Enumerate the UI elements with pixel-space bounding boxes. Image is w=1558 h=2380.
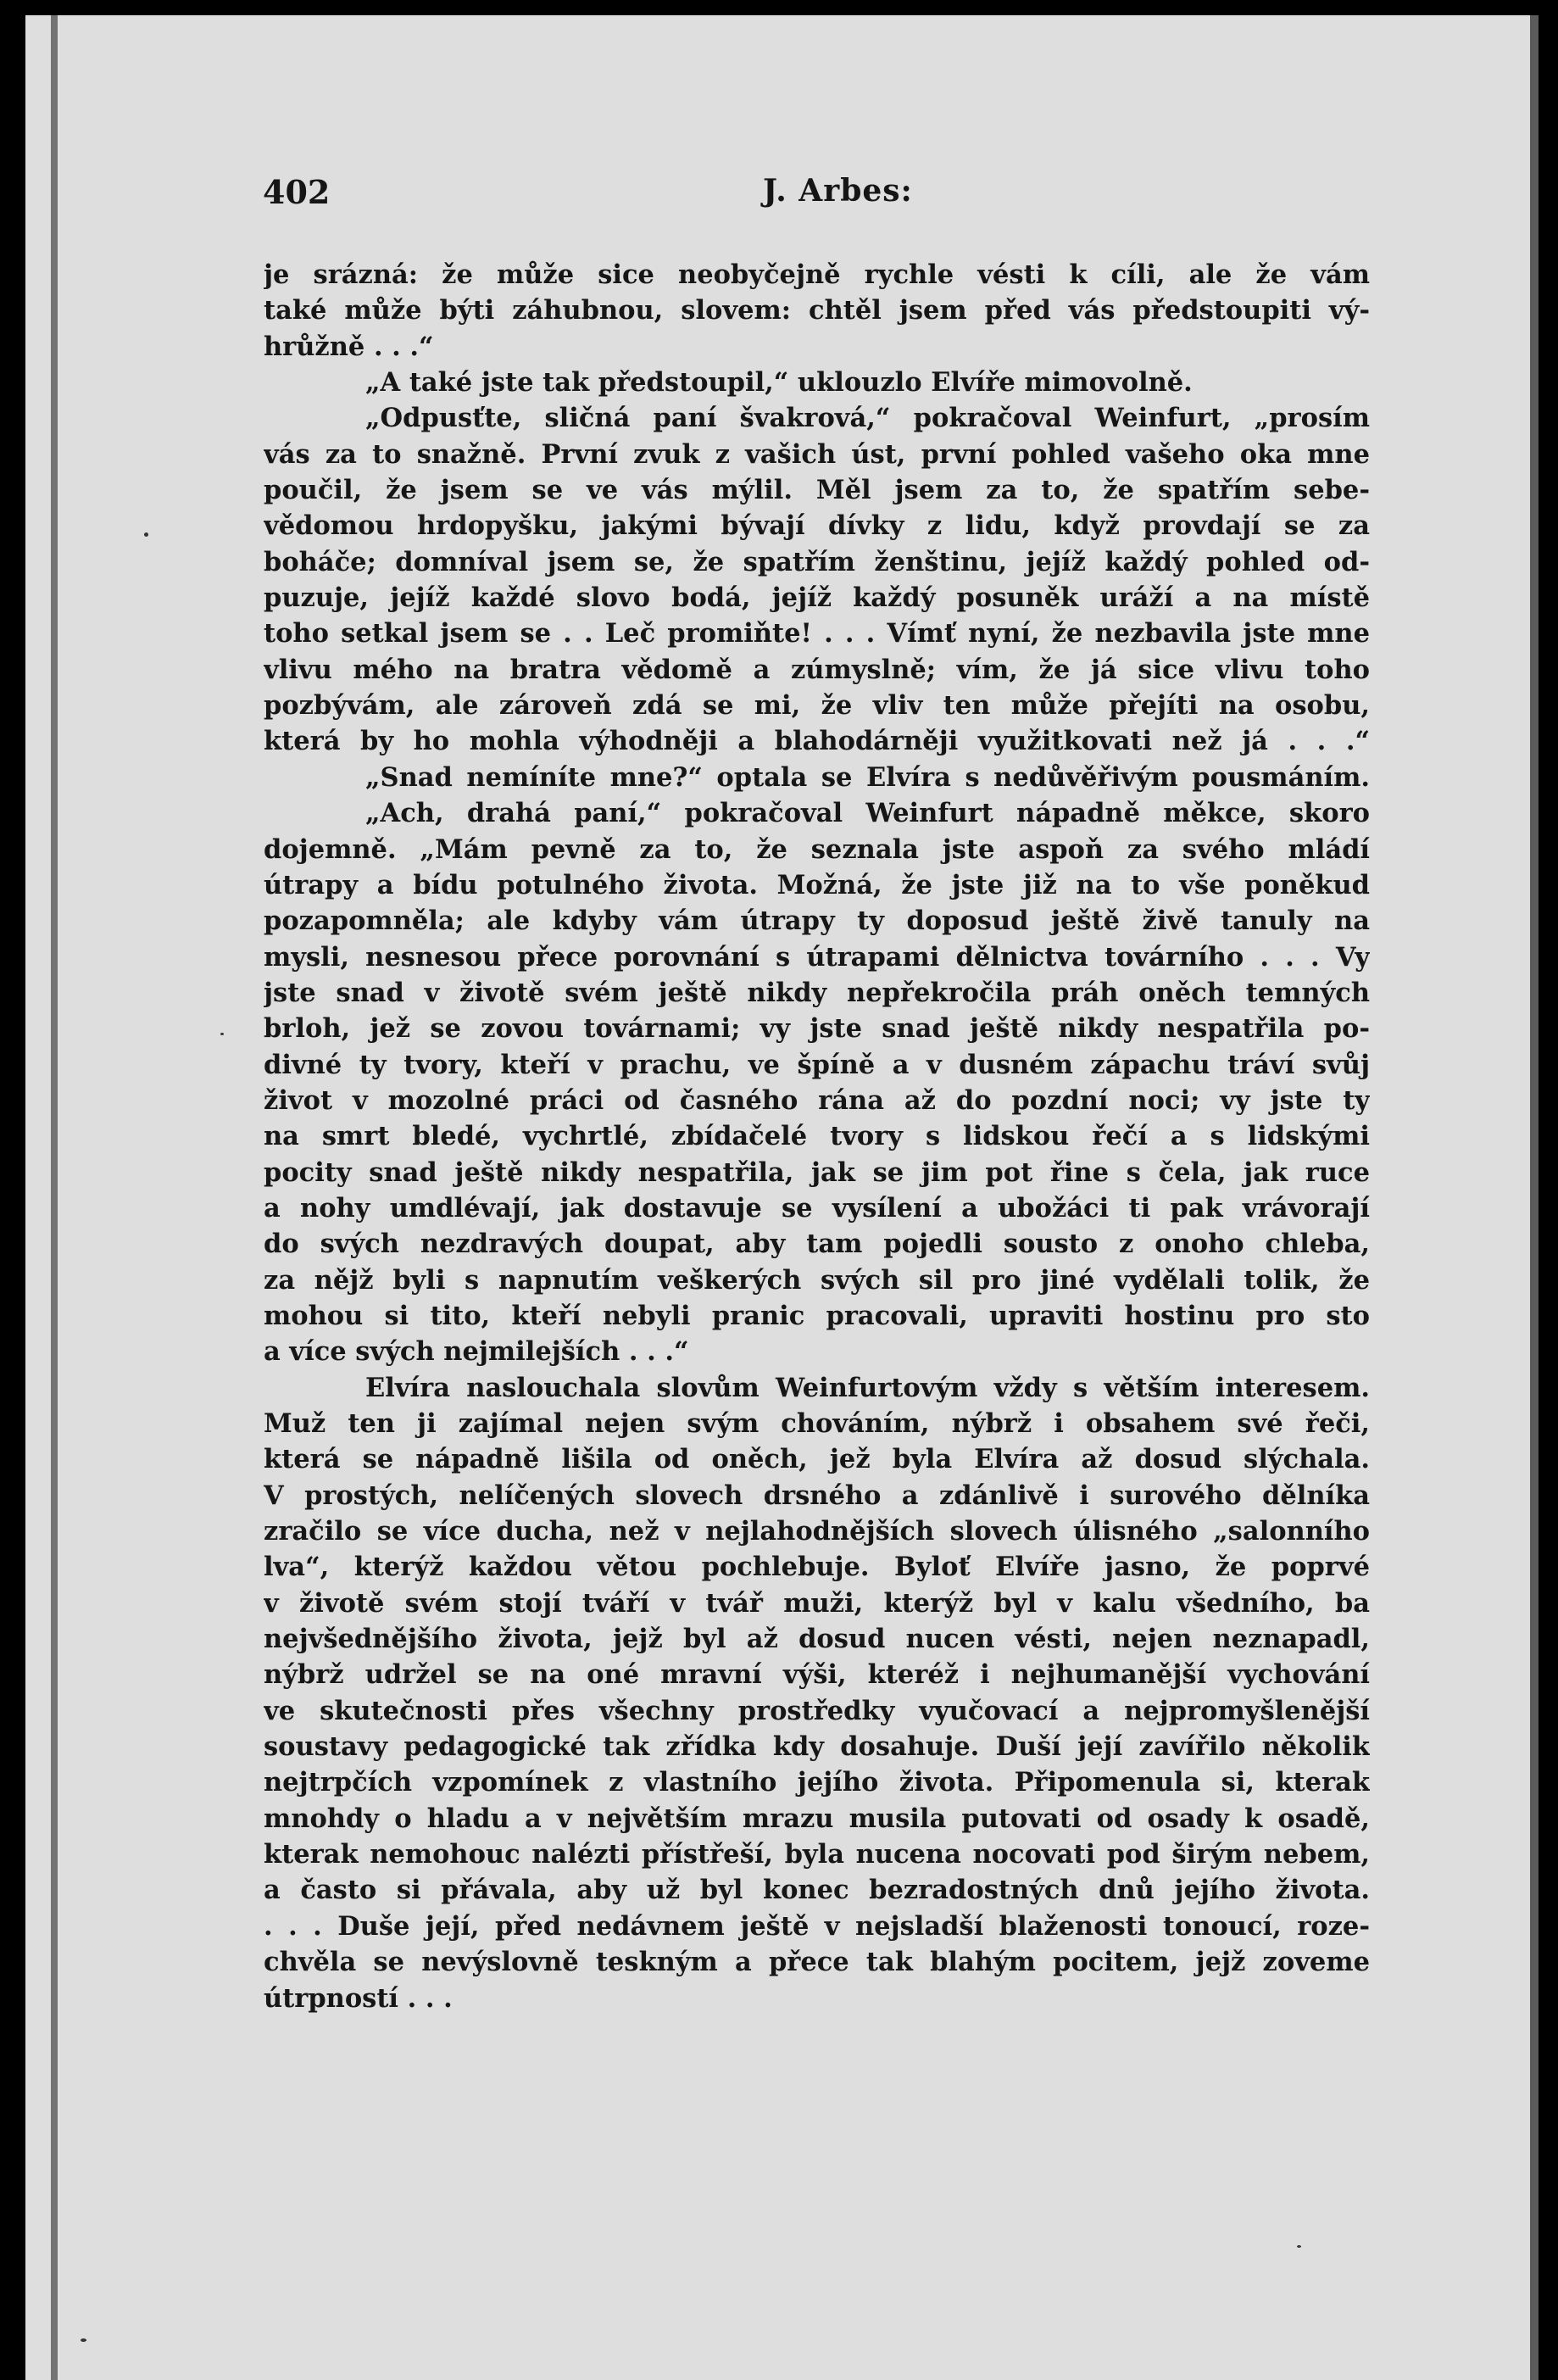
text-line: „Odpusťte, sličná paní švakrová,“ pokračoval Weinfurt, „prosím bbox=[365, 403, 1370, 434]
paper-speck bbox=[144, 532, 148, 537]
text-line: za nějž byli s napnutím veškerých svých sil pro jiné vydělali tolik, že bbox=[264, 1264, 1370, 1296]
text-line: mnohdy o hladu a v největším mrazu musila putovati od osady k osadě, bbox=[264, 1803, 1370, 1834]
text-line: jste snad v životě svém ještě nikdy nepřekročila práh oněch temných bbox=[264, 977, 1370, 1008]
text-line: která se nápadně lišila od oněch, jež byla Elvíra až dosud slýchala. bbox=[264, 1444, 1370, 1475]
text-line: „A také jste tak předstoupil,“ uklouzlo Elvíře mimovolně. bbox=[365, 367, 1193, 399]
page-header bbox=[263, 173, 1369, 224]
text-line: Elvíra naslouchala slovům Weinfurtovým vždy s větším interesem. bbox=[365, 1372, 1370, 1403]
text-line: pozapomněla; ale kdyby vám útrapy ty doposud ještě živě tanuly na bbox=[264, 906, 1370, 937]
book-page bbox=[25, 15, 1539, 2380]
text-line: lva“, kterýž každou větou pochlebuje. Byloť Elvíře jasno, že poprvé bbox=[264, 1552, 1370, 1583]
text-line: útrapy a bídu potulného života. Možná, že jste již na to vše poněkud bbox=[264, 869, 1370, 900]
paper-speck bbox=[81, 2338, 86, 2342]
text-line: ve skutečnosti přes všechny prostředky vyučovací a nejpromyšlenější bbox=[264, 1695, 1370, 1726]
text-line: dojemně. „Mám pevně za to, že seznala jste aspoň za svého mládí bbox=[264, 833, 1370, 865]
text-line: „Snad nemíníte mne?“ optala se Elvíra s nedůvěřivým pousmáním. bbox=[365, 761, 1370, 793]
text-line: V prostých, nelíčených slovech drsného a zdánlivě i surového dělníka bbox=[264, 1480, 1370, 1511]
page-right-edge bbox=[1530, 15, 1539, 2380]
text-line: brloh, jež se zovou továrnami; vy jste snad ještě nikdy nespatřila po- bbox=[264, 1013, 1370, 1045]
text-line: nejtrpčích vzpomínek z vlastního jejího života. Připomenula si, kterak bbox=[264, 1767, 1370, 1798]
text-line: pocity snad ještě nikdy nespatřila, jak se jim pot řine s čela, jak ruce bbox=[264, 1157, 1370, 1188]
text-line: chvěla se nevýslovně teskným a přece tak blahým pocitem, jejž zoveme bbox=[264, 1947, 1370, 1978]
text-line: soustavy pedagogické tak zřídka kdy dosahuje. Duší její zavířilo několik bbox=[264, 1731, 1370, 1763]
text-line: pozbývám, ale zároveň zdá se mi, že vliv ten může přejíti na osobu, bbox=[264, 690, 1370, 722]
text-line: vědomou hrdopyšku, jakými bývají dívky z lidu, když provdají se za bbox=[264, 510, 1370, 542]
text-line: a nohy umdlévají, jak dostavuje se vysílení a ubožáci ti pak vrávorají bbox=[264, 1192, 1370, 1223]
text-line: je srázná: že může sice neobyčejně rychle vésti k cíli, ale že vám bbox=[264, 259, 1370, 290]
text-line: Muž ten ji zajímal nejen svým chováním, nýbrž i obsahem své řeči, bbox=[264, 1408, 1370, 1439]
text-line: „Ach, drahá paní,“ pokračoval Weinfurt nápadně měkce, skoro bbox=[365, 798, 1370, 829]
text-line: nýbrž udržel se na oné mravní výši, kteréž i nejhumanější vychování bbox=[264, 1659, 1370, 1691]
text-line: kterak nemohouc nalézti přístřeší, byla nucena nocovati pod širým nebem, bbox=[264, 1839, 1370, 1870]
running-head: J. Arbes: bbox=[763, 173, 913, 209]
text-line: toho setkal jsem se . . Leč promiňte! . . . Vímť nyní, že nezbavila jste mne bbox=[264, 618, 1370, 649]
text-line: a více svých nejmilejších . . .“ bbox=[264, 1336, 689, 1368]
text-line: vás za to snažně. První zvuk z vašich úst, první pohled vašeho oka mne bbox=[264, 438, 1370, 470]
text-line: v životě svém stojí tváří v tvář muži, kterýž byl v kalu všedního, ba bbox=[264, 1587, 1370, 1619]
text-line: hrůžně . . .“ bbox=[264, 331, 434, 362]
text-line: zračilo se více ducha, než v nejlahodnějších slovech úlisného „salonního bbox=[264, 1516, 1370, 1547]
text-line: vlivu mého na bratra vědomě a zúmyslně; vím, že já sice vlivu toho bbox=[264, 654, 1370, 685]
text-line: také může býti záhubnou, slovem: chtěl jsem před vás předstoupiti vý- bbox=[264, 295, 1370, 326]
text-line: útrpností . . . bbox=[264, 1982, 453, 2014]
text-line: mohou si tito, kteří nebyli pranic pracovali, upraviti hostinu pro sto bbox=[264, 1300, 1370, 1331]
text-line: puzuje, jejíž každé slovo bodá, jejíž každý posuněk uráží a na místě bbox=[264, 582, 1370, 614]
text-line: a často si přávala, aby už byl konec bezradostných dnů jejího života. bbox=[264, 1875, 1370, 1906]
text-line: poučil, že jsem se ve vás mýlil. Měl jsem za to, že spatřím sebe- bbox=[264, 475, 1370, 506]
text-line: která by ho mohla výhodněji a blahodárněji využitkovati než já . . .“ bbox=[264, 726, 1370, 757]
page-left-shadow bbox=[51, 15, 58, 2380]
text-line: divné ty tvory, kteří v prachu, ve špíně a v dusném zápachu tráví svůj bbox=[264, 1049, 1370, 1080]
paper-speck bbox=[1297, 2245, 1301, 2248]
text-line: . . . Duše její, před nedávnem ještě v nejsladší blaženosti tonoucí, roze- bbox=[264, 1910, 1370, 1942]
text-line: nejvšednějšího života, jejž byl až dosud nucen vésti, nejen neznapadl, bbox=[264, 1624, 1370, 1655]
text-line: na smrt bledé, vychrtlé, zbídačelé tvory s lidskou řečí a s lidskými bbox=[264, 1121, 1370, 1152]
paper-speck bbox=[220, 1033, 224, 1035]
text-line: boháče; domníval jsem se, že spatřím ženštinu, jejíž každý pohled od- bbox=[264, 546, 1370, 577]
body-text bbox=[264, 257, 1370, 2016]
text-line: do svých nezdravých doupat, aby tam pojedli sousto z onoho chleba, bbox=[264, 1229, 1370, 1260]
text-line: život v mozolné práci od časného rána až do pozdní noci; vy jste ty bbox=[264, 1084, 1370, 1116]
text-line: mysli, nesnesou přece porovnání s útrapami dělnictva továrního . . . Vy bbox=[264, 941, 1370, 973]
page-number: 402 bbox=[263, 173, 331, 211]
